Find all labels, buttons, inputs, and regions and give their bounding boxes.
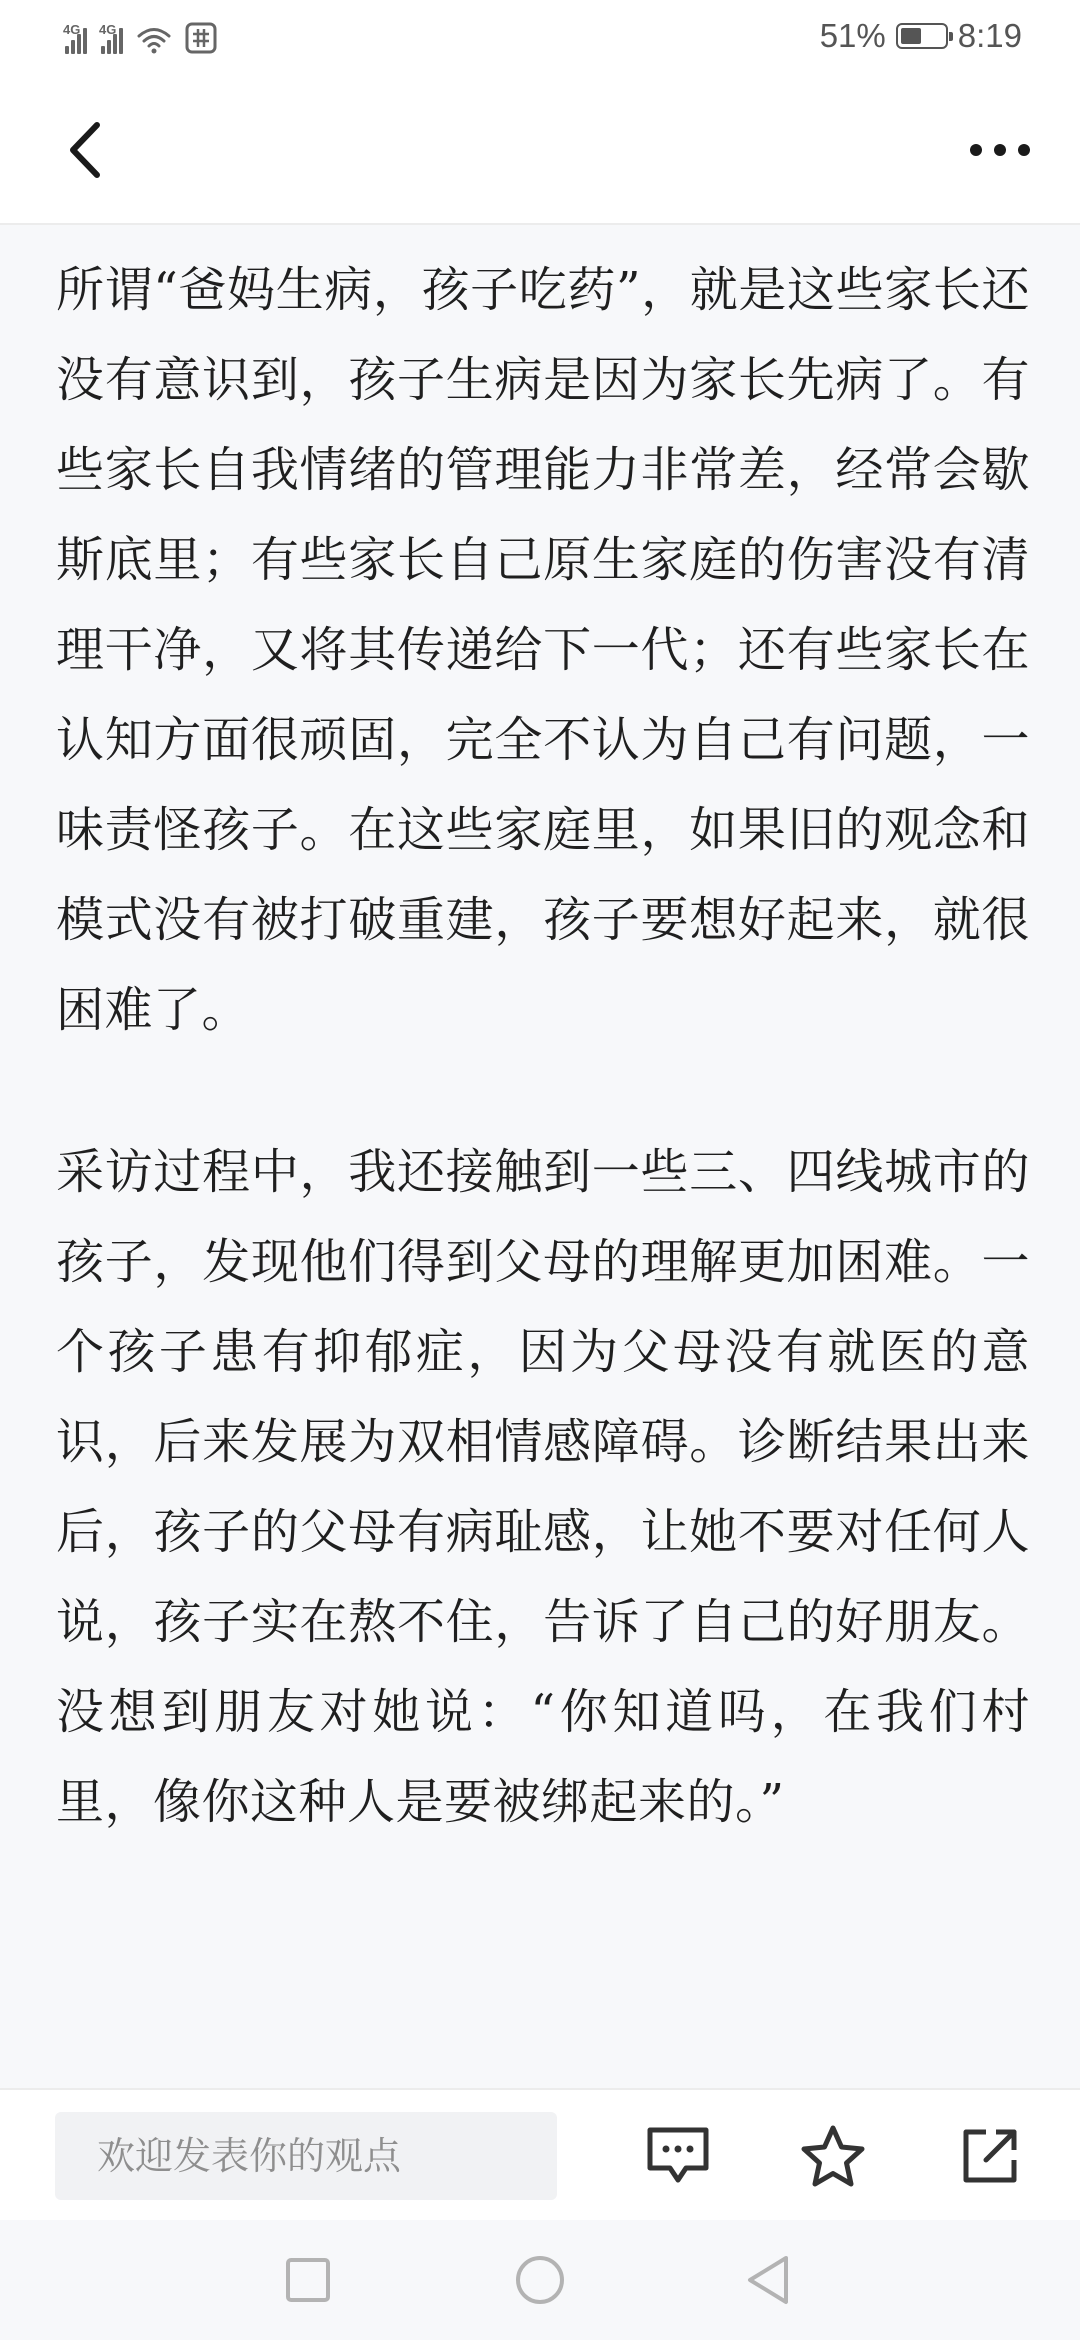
home-icon xyxy=(514,2254,566,2306)
sim-icon xyxy=(185,22,217,54)
comment-icon xyxy=(646,2126,710,2186)
favorite-button[interactable] xyxy=(795,2118,871,2194)
chevron-left-icon xyxy=(65,120,105,180)
bottom-action-bar xyxy=(0,2088,1080,2220)
article-body xyxy=(56,225,1030,2085)
system-nav-bar xyxy=(0,2220,1080,2340)
share-button[interactable] xyxy=(952,2118,1028,2194)
comment-button[interactable] xyxy=(640,2118,716,2194)
battery-fill xyxy=(901,28,921,44)
comment-input[interactable] xyxy=(55,2112,557,2200)
recent-apps-button[interactable] xyxy=(278,2250,338,2310)
battery-percent: 51% xyxy=(819,17,886,54)
back-button[interactable] xyxy=(50,115,120,185)
wifi-icon xyxy=(137,26,171,54)
share-icon xyxy=(960,2126,1020,2186)
status-left xyxy=(65,18,217,54)
signal-type-label: 4G xyxy=(63,22,81,37)
signal-icon xyxy=(63,22,87,54)
star-icon xyxy=(800,2124,866,2188)
status-bar xyxy=(0,0,1080,75)
top-nav xyxy=(0,75,1080,225)
status-right xyxy=(820,16,1022,56)
signal-type-label: 4G xyxy=(99,22,117,37)
article-paragraph: 采访过程中，我还接触到一些三、四线城市的孩子，发现他们得到父母的理解更加困难。一个孩子患有抑郁症，因为父母没有就医的意识，后来发展为双相情感障碍。诊断结果出来后，孩子的父母有病耻感，让她不要对任何人说，孩子实在熬不住，告诉了自己的好朋友。没想到朋友对她说：“你知道吗，在我们村里，像你这种人是要被绑起来的。” xyxy=(56,1144,1030,1830)
system-back-button[interactable] xyxy=(738,2250,798,2310)
more-horizontal-icon xyxy=(968,142,1032,158)
article-paragraph: 所谓“爸妈生病，孩子吃药”，就是这些家长还没有意识到，孩子生病是因为家长先病了。有些家长自我情绪的管理能力非常差，经常会歇斯底里；有些家长自己原生家庭的伤害没有清理干净，又将其传递给下一代；还有些家长在认知方面很顽固，完全不认为自己有问题，一味责怪孩子。在这些家庭里，如果旧的观念和模式没有被打破重建，孩子要想好起来，就很困难了。 xyxy=(56,262,1030,1038)
home-button[interactable] xyxy=(510,2250,570,2310)
recent-apps-icon xyxy=(285,2257,331,2303)
clock: 8:19 xyxy=(957,17,1022,54)
battery-icon xyxy=(896,23,948,49)
more-button[interactable] xyxy=(960,115,1040,185)
back-icon xyxy=(744,2254,792,2306)
signal-icon xyxy=(99,22,123,54)
